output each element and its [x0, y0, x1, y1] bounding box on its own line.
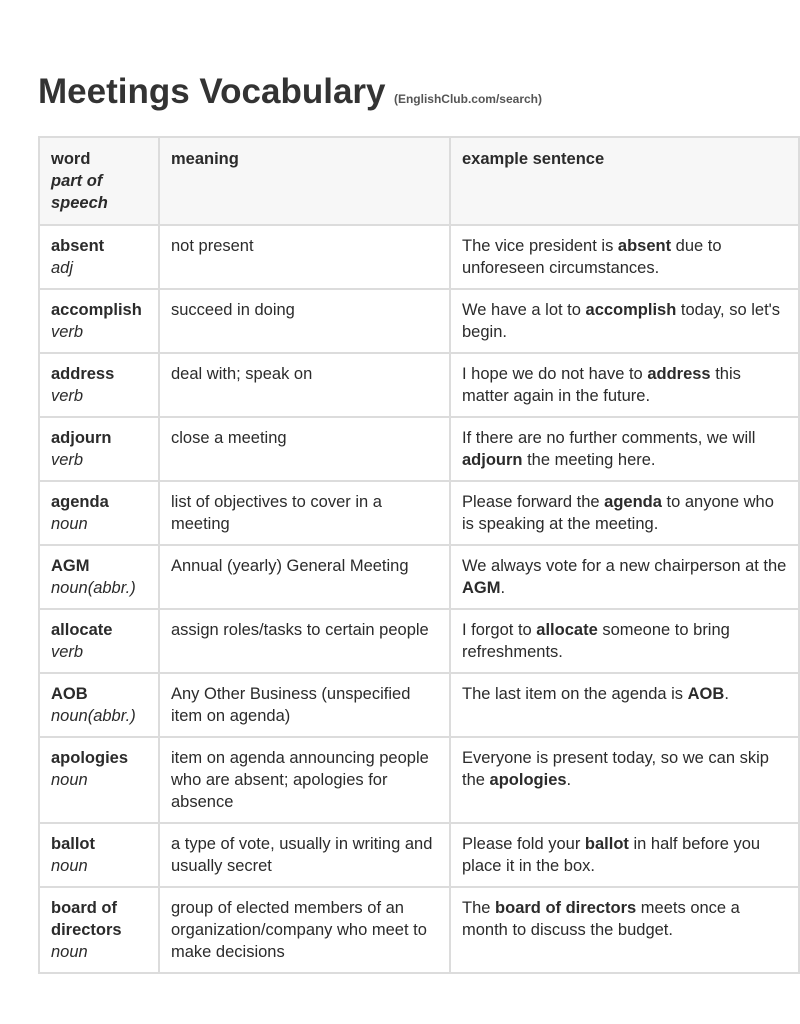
column-header-word	[39, 137, 159, 225]
example-text-before: We always vote for a new chairperson at the	[462, 557, 787, 575]
example-text-after: today, so let's begin.	[462, 301, 781, 341]
example-text-after: .	[566, 771, 572, 789]
example-cell	[450, 417, 799, 481]
example-text-before: Please forward the	[462, 493, 605, 511]
word-cell	[39, 609, 159, 673]
example-keyword: address	[647, 365, 711, 383]
meaning-cell: a type of vote, usually in writing and usually secret	[159, 823, 450, 887]
word-cell	[39, 823, 159, 887]
vocab-word: AOB	[51, 685, 88, 703]
example-cell	[450, 481, 799, 545]
column-header-pos-label: part of speech	[51, 172, 108, 212]
example-keyword: AOB	[687, 685, 725, 703]
column-header-meaning: meaning	[159, 137, 450, 225]
word-cell	[39, 545, 159, 609]
part-of-speech: noun(abbr.)	[51, 579, 136, 597]
word-cell	[39, 353, 159, 417]
column-header-example: example sentence	[450, 137, 799, 225]
part-of-speech: verb	[51, 323, 84, 341]
example-keyword: absent	[617, 237, 672, 255]
meaning-cell: deal with; speak on	[159, 353, 450, 417]
example-text-after: in half before you place it in the box.	[462, 835, 761, 875]
source-label: (EnglishClub.com/search)	[393, 92, 542, 106]
meaning-cell: assign roles/tasks to certain people	[159, 609, 450, 673]
example-text-before: If there are no further comments, we will	[462, 429, 756, 447]
vocab-word: address	[51, 365, 115, 383]
meaning-cell: not present	[159, 225, 450, 289]
column-header-word-label: word	[51, 150, 91, 168]
example-text-after: to anyone who is speaking at the meeting.	[462, 493, 774, 533]
meaning-cell: group of elected members of an organization/company who meet to make decisions	[159, 887, 450, 973]
table-row	[39, 289, 799, 353]
table-row	[39, 823, 799, 887]
example-text-after: meets once a month to discuss the budget.	[462, 899, 740, 939]
part-of-speech: noun	[51, 771, 88, 789]
part-of-speech: noun	[51, 857, 88, 875]
example-text-before: Please fold your	[462, 835, 585, 853]
vocab-word: agenda	[51, 493, 109, 511]
example-text-after: .	[500, 579, 506, 597]
word-cell	[39, 673, 159, 737]
table-body	[39, 225, 799, 973]
example-keyword: ballot	[584, 835, 629, 853]
part-of-speech: adj	[51, 259, 74, 277]
vocab-word: apologies	[51, 749, 129, 767]
table-row	[39, 481, 799, 545]
vocabulary-table	[38, 136, 800, 974]
table-row	[39, 887, 799, 973]
vocabulary-table-container	[38, 136, 787, 976]
meaning-cell: close a meeting	[159, 417, 450, 481]
word-cell	[39, 417, 159, 481]
example-cell	[450, 289, 799, 353]
example-text-before: I forgot to	[462, 621, 537, 639]
example-keyword: allocate	[536, 621, 598, 639]
vocab-word: allocate	[51, 621, 113, 639]
word-cell	[39, 225, 159, 289]
table-row	[39, 353, 799, 417]
meaning-cell: Annual (yearly) General Meeting	[159, 545, 450, 609]
example-cell	[450, 225, 799, 289]
vocab-word: absent	[51, 237, 105, 255]
example-cell	[450, 737, 799, 823]
example-text-after: someone to bring refreshments.	[462, 621, 730, 661]
example-keyword: board of directors	[495, 899, 637, 917]
example-text-before: The vice president is	[462, 237, 618, 255]
example-text-before: I hope we do not have to	[462, 365, 648, 383]
example-keyword: adjourn	[462, 451, 523, 469]
example-text-after: .	[724, 685, 729, 703]
table-row	[39, 417, 799, 481]
table-row	[39, 225, 799, 289]
part-of-speech: noun	[51, 943, 88, 961]
meaning-cell: succeed in doing	[159, 289, 450, 353]
part-of-speech: noun	[51, 515, 88, 533]
example-keyword: apologies	[489, 771, 567, 789]
vocab-word: ballot	[51, 835, 95, 853]
meaning-cell: item on agenda announcing people who are absent; apologies for absence	[159, 737, 450, 823]
part-of-speech: verb	[51, 643, 84, 661]
table-row	[39, 737, 799, 823]
example-text-after: the meeting here.	[522, 451, 656, 469]
example-cell	[450, 823, 799, 887]
table-row	[39, 545, 799, 609]
example-cell	[450, 545, 799, 609]
table-header-row	[39, 137, 799, 225]
example-keyword: AGM	[462, 579, 501, 597]
word-cell	[39, 737, 159, 823]
example-cell	[450, 609, 799, 673]
example-text-before: The last item on the agenda is	[462, 685, 688, 703]
table-row	[39, 609, 799, 673]
title-row	[38, 72, 542, 112]
example-keyword: agenda	[604, 493, 662, 511]
vocab-word: board of directors	[51, 899, 122, 939]
example-cell	[450, 353, 799, 417]
part-of-speech: verb	[51, 451, 84, 469]
word-cell	[39, 481, 159, 545]
vocab-word: AGM	[51, 557, 90, 575]
page-title: Meetings Vocabulary	[38, 72, 386, 111]
example-cell	[450, 887, 799, 973]
example-text-before: The	[462, 899, 496, 917]
example-cell	[450, 673, 799, 737]
vocab-word: adjourn	[51, 429, 112, 447]
table-row	[39, 673, 799, 737]
example-text-after: this matter again in the future.	[462, 365, 741, 405]
meaning-cell: list of objectives to cover in a meeting	[159, 481, 450, 545]
part-of-speech: noun(abbr.)	[51, 707, 136, 725]
example-text-after: due to unforeseen circumstances.	[462, 237, 722, 277]
part-of-speech: verb	[51, 387, 84, 405]
meaning-cell: Any Other Business (unspecified item on agenda)	[159, 673, 450, 737]
example-keyword: accomplish	[585, 301, 677, 319]
example-text-before: Everyone is present today, so we can skip the	[462, 749, 769, 789]
word-cell	[39, 289, 159, 353]
example-text-before: We have a lot to	[462, 301, 586, 319]
word-cell	[39, 887, 159, 973]
vocab-word: accomplish	[51, 301, 142, 319]
